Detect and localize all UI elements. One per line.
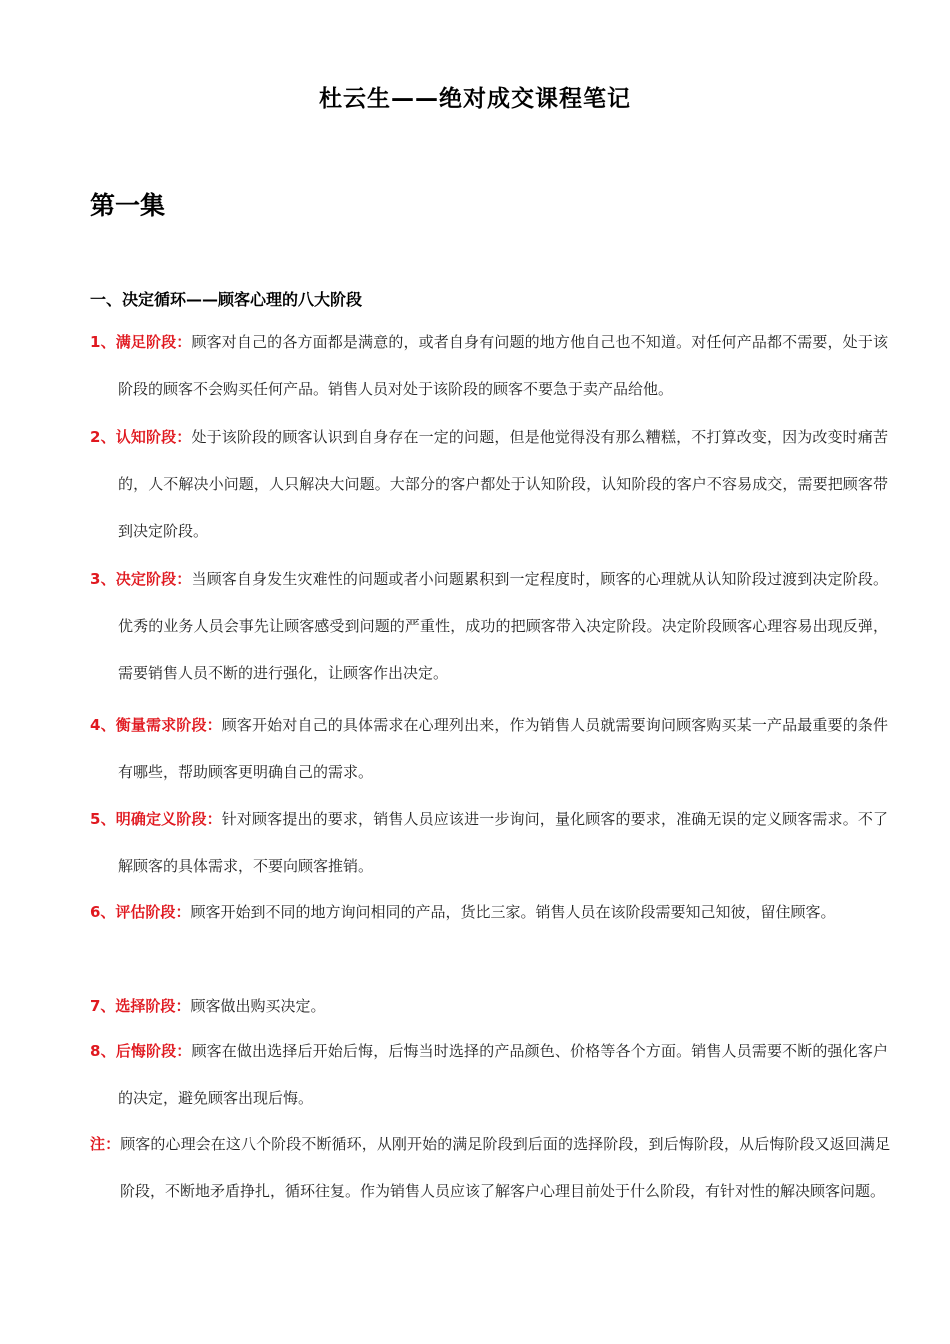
stage-label: 7、选择阶段： <box>90 997 191 1015</box>
stage-text: 顾客开始对自己的具体需求在心理列出来，作为销售人员就需要询问顾客购买某一产品最重要的条件有哪些，帮助顾客更明确自己的需求。 <box>118 716 888 781</box>
stage-label: 8、后悔阶段： <box>90 1042 192 1060</box>
stage-text: 处于该阶段的顾客认识到自身存在一定的问题，但是他觉得没有那么糟糕，不打算改变，因为改变时痛苦的，人不解决小问题，人只解决大问题。大部分的客户都处于认知阶段，认知阶段的客户不容易成交，需要把顾客带到决定阶段。 <box>118 428 888 540</box>
stage-label: 4、衡量需求阶段： <box>90 716 222 734</box>
episode-heading: 第一集 <box>90 191 166 220</box>
note-paragraph <box>90 1121 890 1215</box>
stage-label: 5、明确定义阶段： <box>90 810 222 828</box>
stage-label: 3、决定阶段： <box>90 570 192 588</box>
section-heading: 一、决定循环——顾客心理的八大阶段 <box>90 290 363 309</box>
stage-text: 顾客做出购买决定。 <box>190 997 326 1015</box>
stage-label: 2、认知阶段： <box>90 428 192 446</box>
stage-item-6 <box>90 889 888 936</box>
stage-label: 6、评估阶段： <box>90 903 191 921</box>
document-title: 杜云生——绝对成交课程笔记 <box>319 86 631 112</box>
stage-text: 顾客在做出选择后开始后悔，后悔当时选择的产品颜色、价格等各个方面。销售人员需要不断的强化客户的决定，避免顾客出现后悔。 <box>118 1042 888 1107</box>
stage-text: 顾客对自己的各方面都是满意的，或者自身有问题的地方他自己也不知道。对任何产品都不需要，处于该阶段的顾客不会购买任何产品。销售人员对处于该阶段的顾客不要急于卖产品给他。 <box>118 333 888 398</box>
stage-label: 1、满足阶段： <box>90 333 192 351</box>
stage-text: 顾客开始到不同的地方询问相同的产品，货比三家。销售人员在该阶段需要知己知彼，留住顾客。 <box>190 903 836 921</box>
stage-text: 针对顾客提出的要求，销售人员应该进一步询问，量化顾客的要求，准确无误的定义顾客需求。不了解顾客的具体需求，不要向顾客推销。 <box>118 810 888 875</box>
stage-item-4 <box>90 702 888 796</box>
stage-item-1 <box>90 319 888 413</box>
stage-item-3 <box>90 556 888 697</box>
stage-item-8 <box>90 1028 888 1122</box>
note-label: 注： <box>90 1135 121 1153</box>
stage-item-5 <box>90 796 888 890</box>
stage-item-2 <box>90 414 888 555</box>
note-text: 顾客的心理会在这八个阶段不断循环，从刚开始的满足阶段到后面的选择阶段，到后悔阶段，从后悔阶段又返回满足阶段，不断地矛盾挣扎，循环往复。作为销售人员应该了解客户心理目前处于什么阶段，有针对性的解决顾客问题。 <box>120 1135 890 1200</box>
stage-text: 当顾客自身发生灾难性的问题或者小问题累积到一定程度时，顾客的心理就从认知阶段过渡到决定阶段。优秀的业务人员会事先让顾客感受到问题的严重性，成功的把顾客带入决定阶段。决定阶段顾客心理容易出现反弹，需要销售人员不断的进行强化，让顾客作出决定。 <box>118 570 888 682</box>
stage-item-7 <box>90 983 888 1030</box>
